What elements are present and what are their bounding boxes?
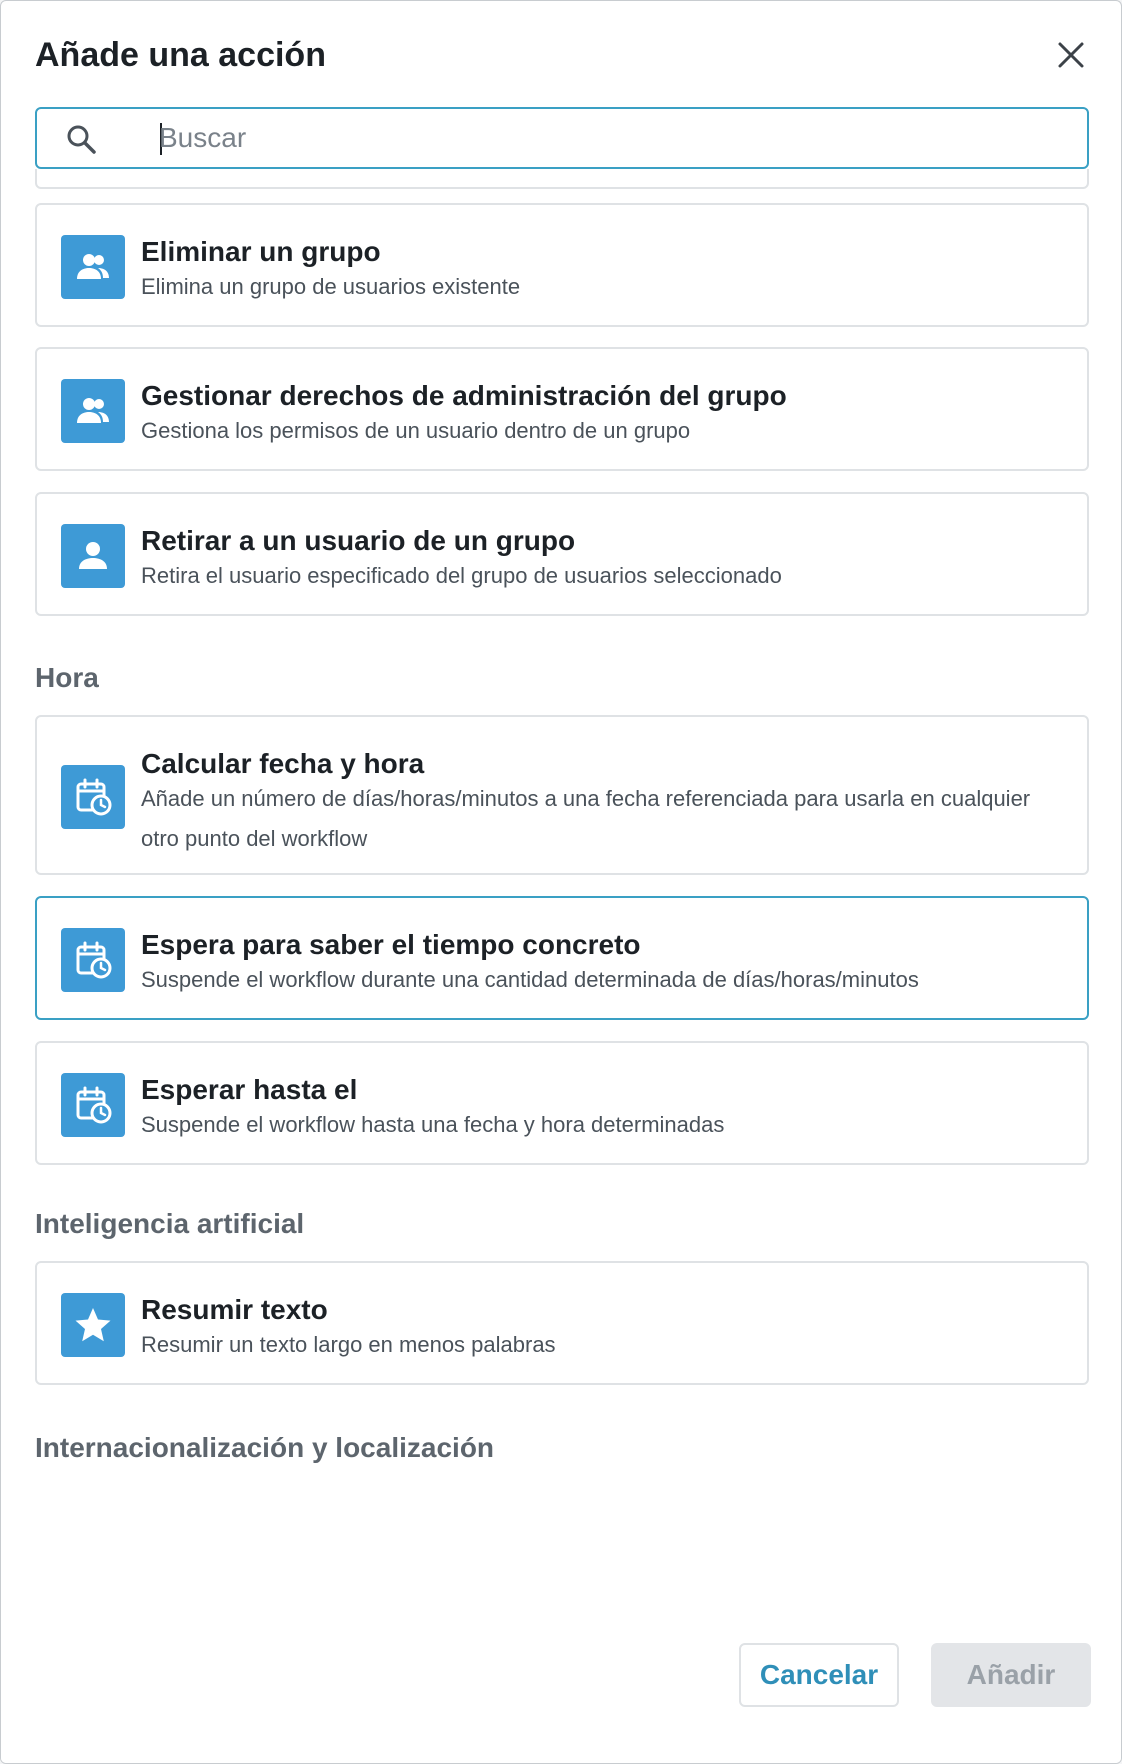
action-description: Elimina un grupo de usuarios existente (141, 274, 521, 299)
action-card-wait-for-time[interactable] (35, 896, 1089, 1020)
section-heading-ia: Inteligencia artificial (35, 1208, 305, 1239)
section-heading-i18n: Internacionalización y localización (35, 1432, 495, 1463)
action-title: Esperar hasta el (141, 1074, 358, 1105)
action-title: Resumir texto (141, 1294, 328, 1325)
dialog-header (35, 27, 1087, 83)
calendar-clock-icon (61, 1073, 125, 1137)
add-button[interactable]: Añadir (931, 1643, 1091, 1707)
action-card-wait-until[interactable] (35, 1041, 1089, 1165)
action-card-manage-group-admin[interactable] (35, 347, 1089, 471)
action-list[interactable] (35, 169, 1089, 1639)
action-description: Resumir un texto largo en menos palabras (141, 1332, 556, 1357)
action-description: Retira el usuario especificado del grupo de usuarios seleccionado (141, 563, 782, 588)
action-card-remove-user-from-group[interactable] (35, 492, 1089, 616)
dialog-title: Añade una acción (35, 36, 326, 74)
action-description: Añade un número de días/horas/minutos a una fecha referenciada para usarla en cualquier otro punto del workflow (141, 786, 1031, 851)
action-description: Suspende el workflow durante una cantidad determinada de días/horas/minutos (141, 967, 919, 992)
action-card-delete-group[interactable] (35, 203, 1089, 327)
user-icon (61, 524, 125, 588)
action-title: Gestionar derechos de administración del grupo (141, 380, 787, 411)
search-icon (65, 123, 97, 155)
users-group-icon (61, 235, 125, 299)
calendar-clock-icon (61, 928, 125, 992)
action-card-calculate-datetime[interactable] (35, 715, 1089, 875)
dialog-footer (1, 1639, 1121, 1763)
action-description: Suspende el workflow hasta una fecha y hora determinadas (141, 1112, 725, 1137)
cancel-button[interactable]: Cancelar (739, 1643, 899, 1707)
section-heading-hora: Hora (35, 662, 99, 693)
close-icon (1057, 41, 1085, 69)
action-title: Retirar a un usuario de un grupo (141, 525, 576, 556)
search-input[interactable] (125, 117, 1075, 159)
action-card-partial[interactable] (35, 169, 1089, 189)
action-card-summarize-text[interactable] (35, 1261, 1089, 1385)
calendar-clock-icon (61, 765, 125, 829)
star-icon (61, 1293, 125, 1357)
action-title: Espera para saber el tiempo concreto (141, 929, 641, 960)
action-description: Gestiona los permisos de un usuario dentro de un grupo (141, 418, 691, 443)
search-box (35, 107, 1089, 169)
action-title: Calcular fecha y hora (141, 748, 425, 779)
users-group-icon (61, 379, 125, 443)
close-button[interactable] (1049, 33, 1093, 77)
action-title: Eliminar un grupo (141, 236, 381, 267)
